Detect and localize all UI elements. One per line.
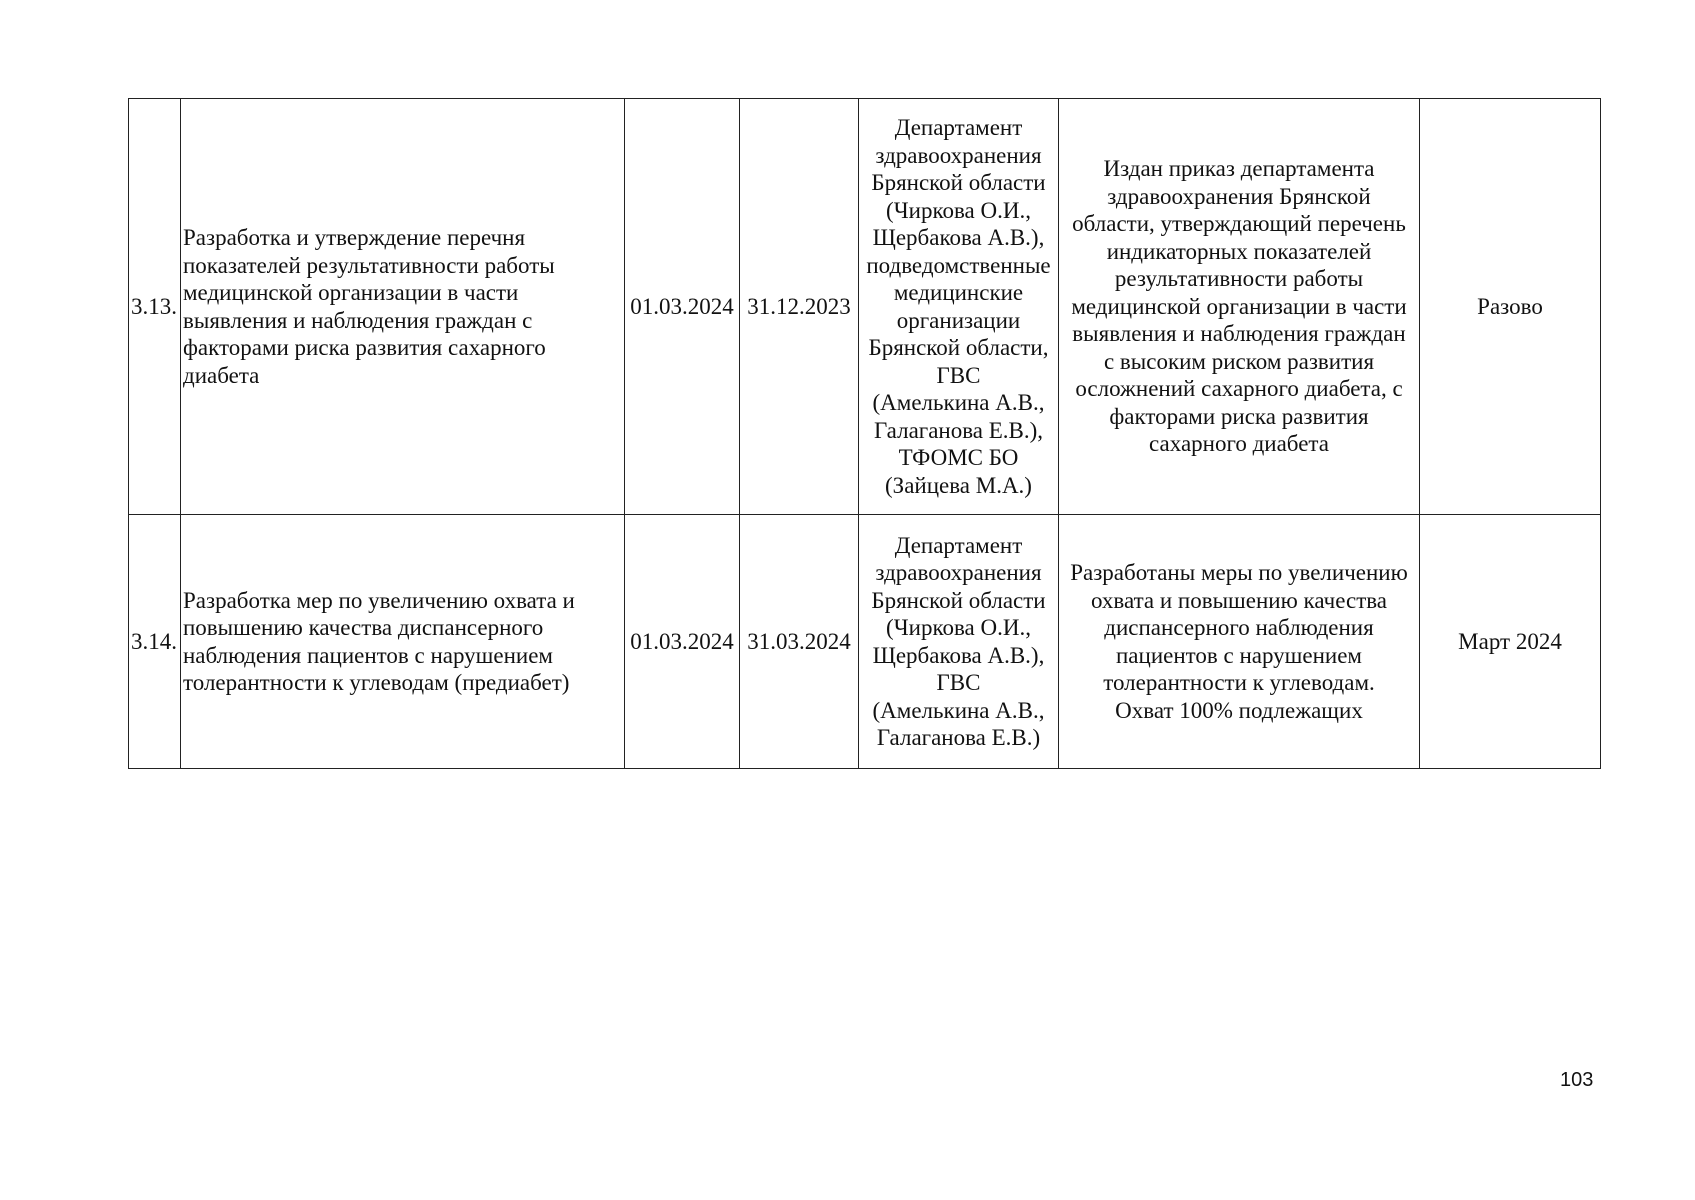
cell-line: медицинской организации в части — [1071, 293, 1407, 319]
cell-line: Департамент — [894, 115, 1023, 140]
cell-line: Департамент — [894, 532, 1023, 558]
expected-result — [1059, 99, 1420, 515]
cell-line: выявления и наблюдения граждан с — [183, 307, 533, 333]
responsible-executors — [859, 515, 1059, 769]
cell-line: осложнений сахарного диабета, с — [1075, 376, 1403, 402]
cell-line: пациентов с нарушением — [1116, 642, 1362, 668]
cell-line: медицинской организации в части — [183, 280, 519, 305]
table-row — [129, 515, 1601, 769]
cell-line: сахарного диабета — [1149, 431, 1329, 457]
cell-line: области, утверждающий перечень — [1072, 211, 1406, 237]
cell-line: Щербакова А.В.), — [872, 642, 1045, 668]
cell-line: Охват 100% подлежащих — [1115, 697, 1363, 723]
cell-line: медицинские — [893, 280, 1024, 305]
start-date: 01.03.2024 — [625, 99, 740, 515]
cell-line: здравоохранения — [875, 142, 1042, 168]
end-date: 31.03.2024 — [740, 515, 859, 769]
cell-line: Галаганова Е.В.) — [876, 725, 1041, 750]
cell-line: факторами риска развития — [1109, 403, 1369, 429]
cell-line: Брянской области — [871, 587, 1046, 613]
item-number: 3.13. — [129, 99, 181, 515]
cell-line: Разработка мер по увеличению охвата и — [183, 587, 575, 613]
cell-line: Брянской области — [871, 170, 1046, 195]
cell-line: Издан приказ департамента — [1103, 156, 1375, 182]
execution-term: Март 2024 — [1420, 515, 1601, 769]
cell-line: здравоохранения — [875, 560, 1042, 585]
cell-line: Разработаны меры по увеличению — [1070, 560, 1408, 585]
cell-line: диабета — [183, 362, 260, 388]
page-number: 103 — [1560, 1069, 1594, 1091]
cell-line: ГВС — [936, 670, 981, 695]
measure-name — [181, 515, 625, 769]
cell-line: индикаторных показателей — [1106, 238, 1372, 264]
cell-line: (Амелькина А.В., — [872, 390, 1045, 415]
execution-term: Разово — [1420, 99, 1601, 515]
cell-line: выявления и наблюдения граждан — [1072, 321, 1406, 347]
cell-line: (Чиркова О.И., — [886, 197, 1031, 223]
cell-line: диспансерного наблюдения — [1104, 615, 1374, 640]
cell-line: организации — [896, 307, 1021, 333]
end-date: 31.12.2023 — [740, 99, 859, 515]
cell-line: охвата и повышению качества — [1090, 587, 1388, 613]
cell-line: наблюдения пациентов с нарушением — [183, 642, 553, 668]
start-date: 01.03.2024 — [625, 515, 740, 769]
cell-line: Брянской области, — [868, 335, 1049, 360]
measure-name — [181, 99, 625, 515]
cell-line: ТФОМС БО — [898, 445, 1019, 470]
cell-line: Разработка и утверждение перечня — [183, 225, 526, 250]
item-number: 3.14. — [129, 515, 181, 769]
cell-line: (Зайцева М.А.) — [885, 472, 1032, 498]
cell-line: толерантности к углеводам. — [1103, 670, 1375, 695]
cell-line: показателей результативности работы — [183, 252, 555, 278]
cell-line: ГВС — [936, 362, 981, 388]
cell-line: с высоким риском развития — [1103, 348, 1375, 374]
cell-line: повышению качества диспансерного — [183, 615, 544, 640]
cell-line: результативности работы — [1114, 266, 1364, 292]
expected-result — [1059, 515, 1420, 769]
responsible-executors — [859, 99, 1059, 515]
cell-line: (Чиркова О.И., — [886, 615, 1031, 640]
cell-line: (Амелькина А.В., — [872, 697, 1045, 723]
cell-line: Щербакова А.В.), — [872, 225, 1045, 250]
cell-line: здравоохранения Брянской — [1107, 183, 1371, 209]
table-row — [129, 99, 1601, 515]
cell-line: факторами риска развития сахарного — [183, 335, 546, 360]
cell-line: Галаганова Е.В.), — [873, 417, 1044, 443]
plan-table — [128, 98, 1601, 769]
cell-line: подведомственные — [866, 252, 1051, 278]
cell-line: толерантности к углеводам (предиабет) — [183, 670, 570, 695]
